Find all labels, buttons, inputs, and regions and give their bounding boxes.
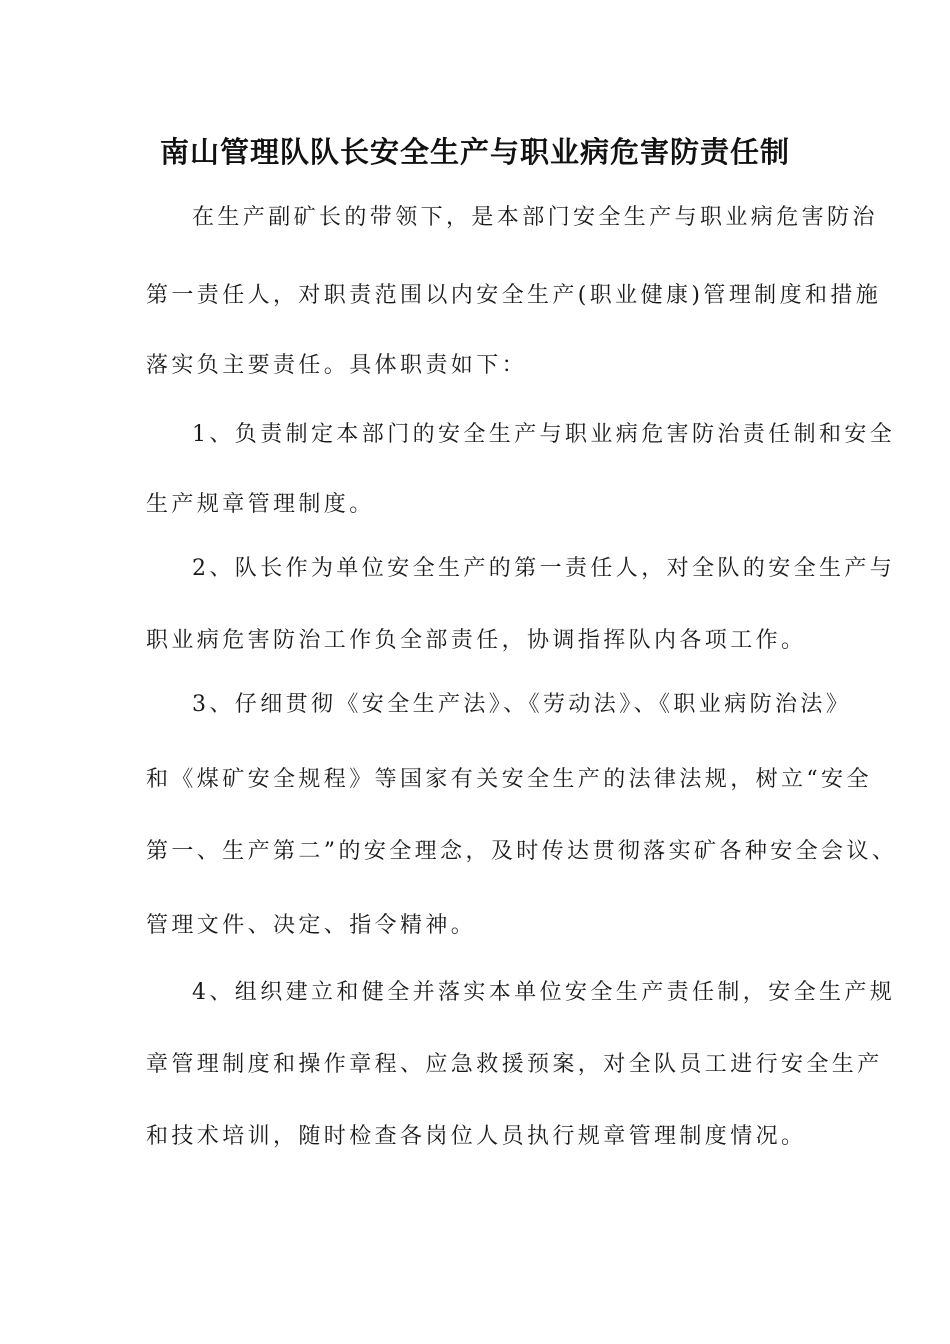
paragraph-line: 职业病危害防治工作负全部责任，协调指挥队内各项工作。 <box>146 628 807 653</box>
paragraph-line: 生产规章管理制度。 <box>146 492 375 517</box>
paragraph-line: 和技术培训，随时检查各岗位人员执行规章管理制度情况。 <box>146 1124 807 1149</box>
document-title: 南山管理队队长安全生产与职业病危害防责任制 <box>159 135 790 169</box>
paragraph-line: 在生产副矿长的带领下，是本部门安全生产与职业病危害防治 <box>192 205 878 230</box>
paragraph-line: 落实负主要责任。具体职责如下： <box>146 353 528 378</box>
paragraph-line: 3、仔细贯彻《安全生产法》、《劳动法》、《职业病防治法》 <box>192 692 852 717</box>
paragraph-line: 管理文件、决定、指令精神。 <box>146 913 477 938</box>
paragraph-line: 2、队长作为单位安全生产的第一责任人，对全队的安全生产与 <box>192 556 896 581</box>
paragraph-line: 章管理制度和操作章程、应急救援预案，对全队员工进行安全生产 <box>146 1052 883 1077</box>
paragraph-line: 1、负责制定本部门的安全生产与职业病危害防治责任制和安全 <box>192 422 896 447</box>
paragraph-line: 和《煤矿安全规程》等国家有关安全生产的法律法规，树立“安全 <box>146 767 872 792</box>
paragraph-line: 第一责任人，对职责范围以内安全生产(职业健康)管理制度和措施 <box>146 283 882 308</box>
paragraph-line: 第一、生产第二”的安全理念，及时传达贯彻落实矿各种安全会议、 <box>146 839 898 864</box>
paragraph-line: 4、组织建立和健全并落实本单位安全生产责任制，安全生产规 <box>192 980 896 1005</box>
